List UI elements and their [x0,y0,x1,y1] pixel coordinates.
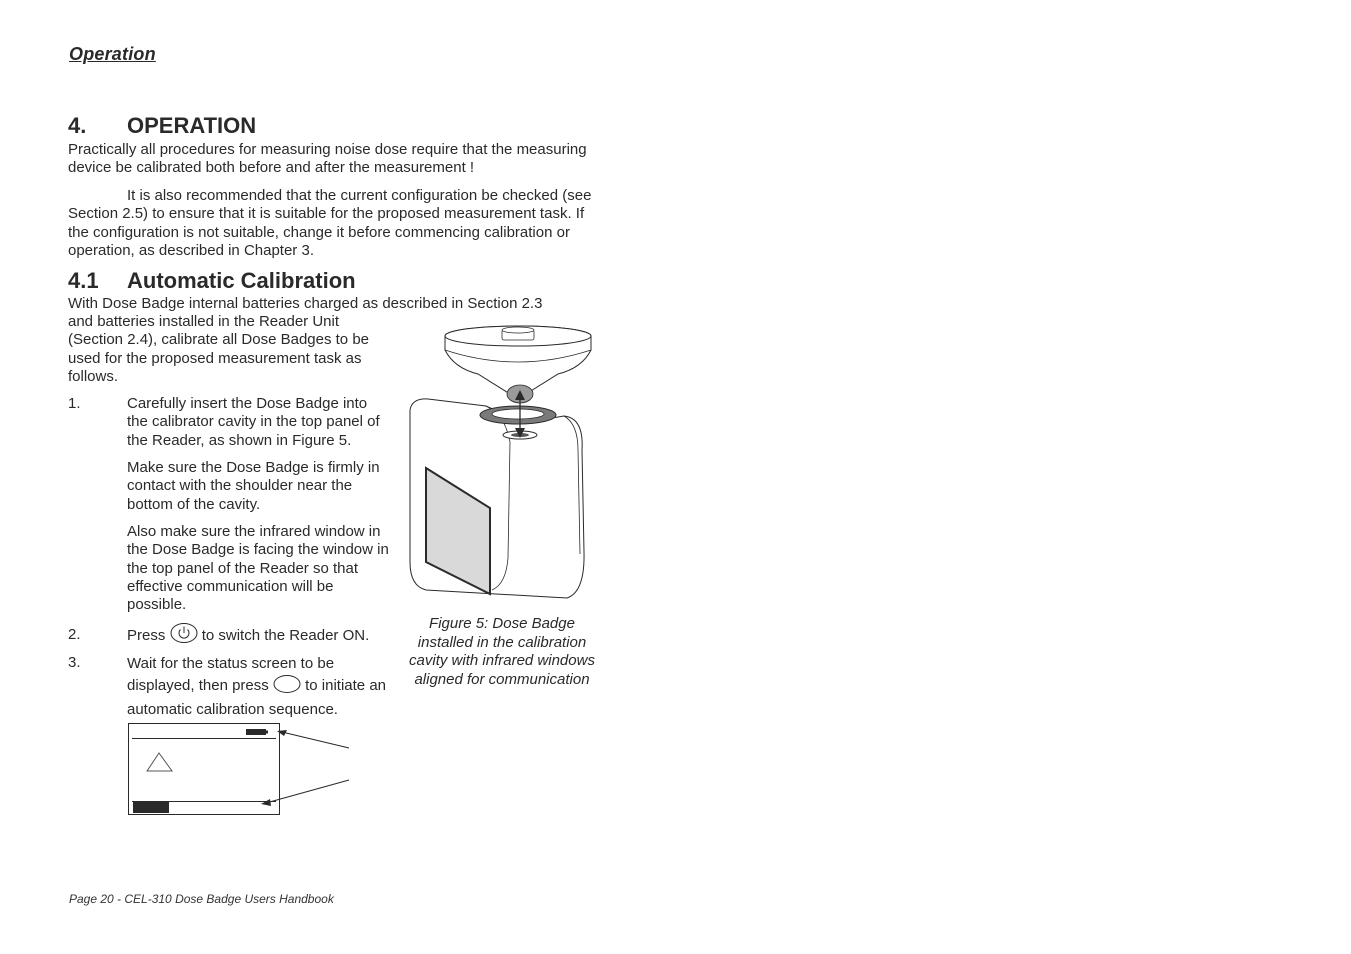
subsection-number: 4.1 [68,268,99,293]
calibration-intro-line1: With Dose Badge internal batteries charged as described in Section 2.3 [68,295,543,312]
step-3-text-before: Wait for the status screen to be displayed, then press [127,655,335,694]
running-header: Operation [69,44,156,64]
step-3-text [127,654,389,720]
callout-arrow-top [277,730,349,748]
figure-caption: Figure 5: Dose Badge installed in the calibration cavity with infrared windows aligned for communication [409,615,595,689]
step-1-number: 1. [68,395,81,412]
step-2-text-before: Press [127,627,166,644]
section-heading [68,113,256,139]
section-title: OPERATION [127,113,257,138]
section-number: 4. [68,113,87,138]
power-button-icon [170,622,198,649]
step-3-number: 3. [68,654,81,671]
blank-softkey-icon [273,674,301,700]
config-paragraph [68,187,598,260]
page-footer: Page 20 - CEL-310 Dose Badge Users Handbook [69,892,334,906]
battery-icon [246,729,268,735]
subsection-heading [68,268,356,294]
softkey-bar [133,802,169,813]
lcd-screen-frame [129,724,280,815]
config-paragraph-text: It is also recommended that the current configuration be checked (see Section 2.5) to ensure that it is suitable for the proposed measurement task. If the configuration is not suitable, change it before commencing calibration or operation, as described in Chapter 3. [68,187,592,259]
dose-badge-reader-figure [402,322,598,604]
step-1-note-contact: Make sure the Dose Badge is firmly in contact with the shoulder near the bottom of the cavity. [127,459,380,513]
intro-paragraph: Practically all procedures for measuring noise dose require that the measuring device be calibrated both before and after the measurement ! [68,141,587,177]
step-2-text [127,622,407,649]
step-1-text: Carefully insert the Dose Badge into the calibrator cavity in the top panel of the Reader, as shown in Figure 5. [127,395,380,449]
status-screen-illustration [126,720,356,820]
step-1-note-infrared: Also make sure the infrared window in the Dose Badge is facing the window in the top panel of the Reader so that effective communication will be possible. [127,523,389,614]
subsection-title: Automatic Calibration [127,268,356,293]
step-3-text-after: to initiate an automatic calibration sequence. [127,677,386,718]
step-2-text-after: to switch the Reader ON. [201,627,370,644]
step-2-number: 2. [68,626,81,643]
calibration-intro-rest: and batteries installed in the Reader Unit (Section 2.4), calibrate all Dose Badges to be used for the proposed measurement task as follows. [68,313,370,385]
